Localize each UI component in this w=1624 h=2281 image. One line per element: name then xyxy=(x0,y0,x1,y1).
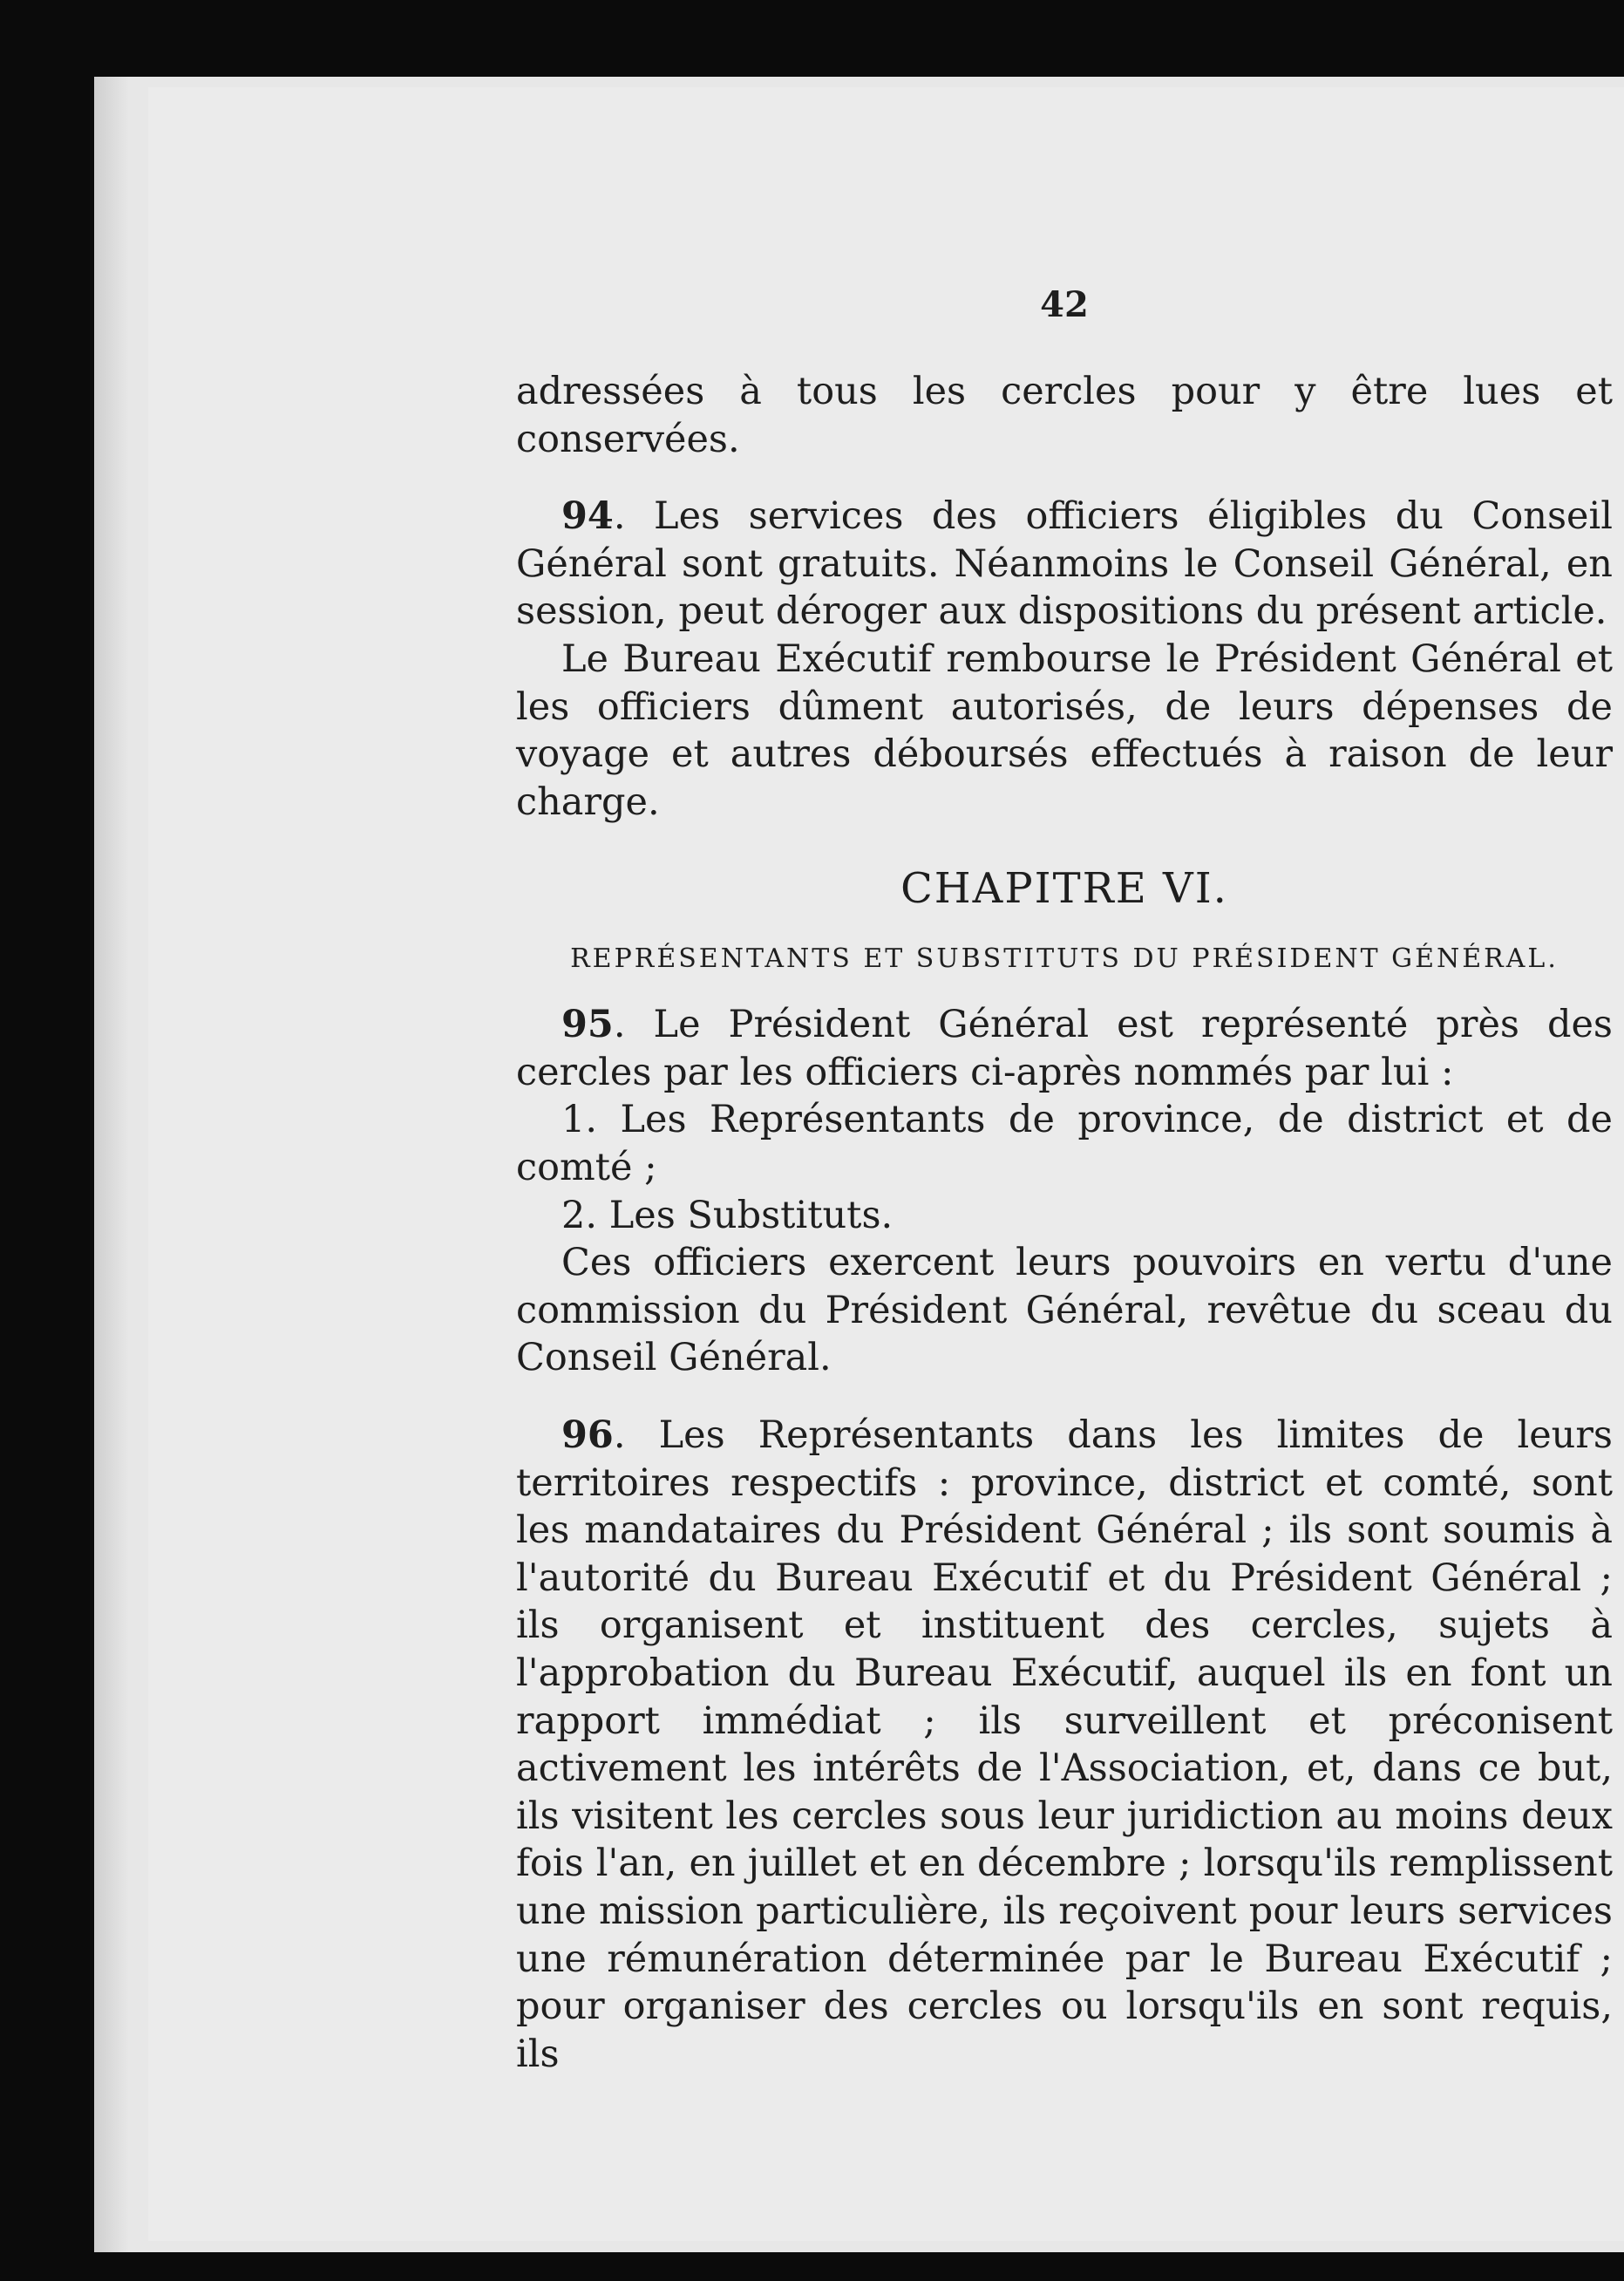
scan-bottom-border xyxy=(94,2252,1624,2281)
article-96-text: . Les Représentants dans les limites de leurs territoires respectifs : province, district et comté, sont les mandataires du Président Général ; ils sont soumis à l'autorité du Bureau Exécutif et du Président Général ; ils organisent et instituent des cercles, sujets à l'approbation du Bureau Exécutif, auquel ils en font un rapport immédiat ; ils surveillent et préconisent activement les intérêts de l'Association, et, dans ce but, ils visitent les cercles sous leur juridiction au moins deux fois l'an, en juillet et en décembre ; lorsqu'ils remplissent une mission particulière, ils reçoivent pour leurs services une rémunération déterminée par le Bureau Exécutif ; pour organiser des cercles ou lorsqu'ils en sont requis, ils xyxy=(516,1413,1613,2076)
chapter-title: CHAPITRE VI. xyxy=(900,864,1228,914)
article-95-paragraph-2: Ces officiers exercent leurs pouvoirs en vertu d'une commission du Président Général, revêtue du sceau du Conseil Général. xyxy=(516,1241,1613,1380)
continued-paragraph: adressées à tous les cercles pour y être lues et conservées. xyxy=(516,370,1613,461)
article-96 xyxy=(516,1412,1613,2079)
article-95 xyxy=(516,1001,1613,1096)
article-94-text: . Les services des officiers éligibles du Conseil Général sont gratuits. Néanmoins le Conseil Général, en session, peut déroger aux dispositions du présent article. xyxy=(516,494,1613,634)
article-95-item-1: 1. Les Représentants de province, de district et de comté ; xyxy=(516,1098,1613,1189)
article-96-number: 96 xyxy=(561,1413,614,1457)
article-94-paragraph-2: Le Bureau Exécutif rembourse le Président Général et les officiers dûment autorisés, de leurs dépenses de voyage et autres déboursés effectués à raison de leur charge. xyxy=(516,637,1613,824)
page-stack-edge xyxy=(94,77,129,2252)
page-number: 42 xyxy=(1040,284,1089,325)
article-95-number: 95 xyxy=(561,1003,614,1047)
page-content xyxy=(516,284,1613,2078)
chapter-subtitle: REPRÉSENTANTS ET SUBSTITUTS DU PRÉSIDENT GÉNÉRAL. xyxy=(570,943,1559,975)
article-94-number: 94 xyxy=(561,494,614,539)
article-95-text: . Le Président Général est représenté près des cercles par les officiers ci-après nommés par lui : xyxy=(516,1003,1613,1094)
article-95-item-2: 2. Les Substituts. xyxy=(561,1193,894,1237)
article-94 xyxy=(516,493,1613,636)
